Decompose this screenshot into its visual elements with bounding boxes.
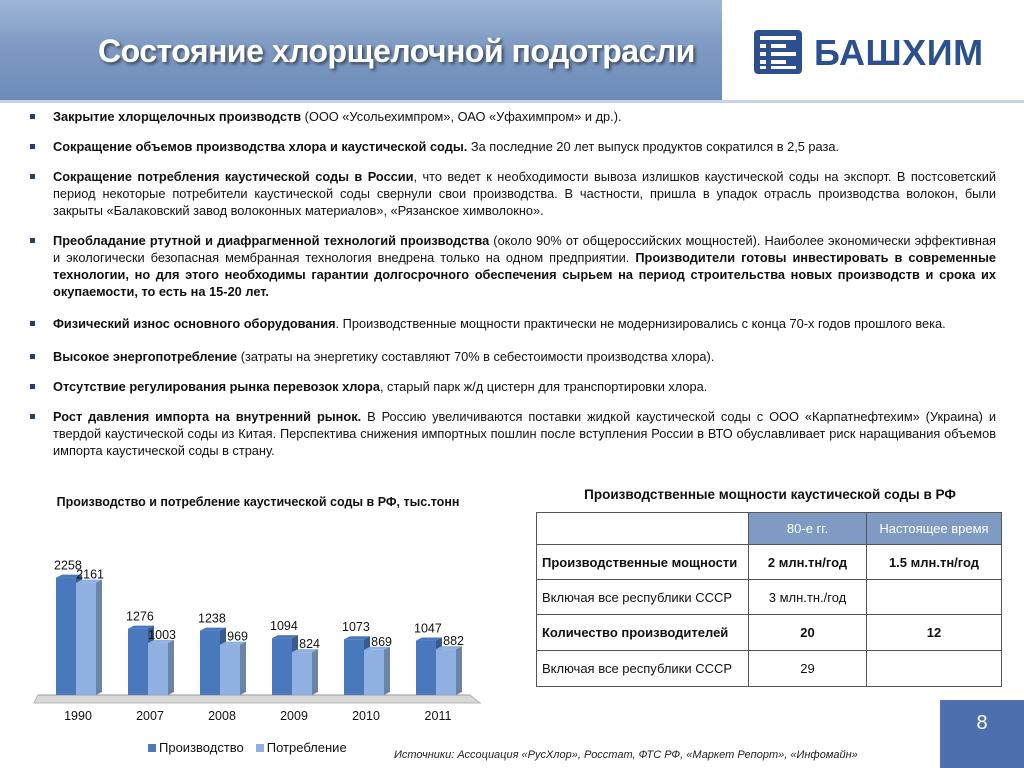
bashkhim-logo	[752, 26, 992, 78]
table-cell: 3 млн.тн./год	[749, 580, 867, 615]
x-tick-label: 2007	[136, 709, 164, 723]
x-tick-label: 2009	[280, 709, 308, 723]
data-label: 1073	[342, 620, 370, 635]
bar-side	[168, 640, 174, 695]
data-label: 2258	[54, 558, 82, 573]
legend-label: Производство	[159, 740, 244, 755]
legend-label: Потребление	[266, 740, 347, 755]
bar-consumption-2007	[148, 643, 168, 695]
data-label: 2161	[76, 567, 104, 582]
production-consumption-chart	[30, 540, 490, 735]
table-cell	[867, 651, 1002, 687]
bullet-text: (затраты на энергетику составляют 70% в себестоимости производства хлора).	[237, 349, 715, 364]
table-cell: Количество производителей	[537, 615, 749, 651]
table-header-cell: 80-е гг.	[749, 513, 867, 545]
data-label: 1003	[148, 627, 176, 642]
table-header-cell	[537, 513, 749, 545]
bullet-text: . Производственные мощности практически не модернизировались с конца 70-х годов прошлого века.	[335, 316, 946, 331]
table-cell: 12	[867, 615, 1002, 651]
bullet-marker	[30, 321, 35, 326]
table-cell: Включая все республики СССР	[537, 580, 749, 615]
bar-consumption-2009	[292, 652, 312, 695]
bar-production-2011	[416, 641, 436, 695]
sources-note: Источники: Ассоциация «РусХлор», Росстат, ФТС РФ, «Маркет Репорт», «Инфомайн»	[394, 749, 858, 761]
bullet-bold-text: Физический износ основного оборудования	[53, 316, 336, 331]
bullet-bold-text: Сокращение объемов производства хлора и каустической соды.	[53, 139, 468, 154]
page-number: 8	[976, 712, 988, 734]
data-label: 969	[227, 629, 248, 644]
bullet-text: В Россию увеличиваются поставки жидкой каустической соды с ООО «Карпатнефтехим» (Украина) и твердой каустической соды из Китая. Перспектива снижения импортных пошлин после вступления России в ВТО обуславливает риск наращивания объемов импорта каустической соды в страну.	[53, 409, 996, 458]
table-cell: 2 млн.тн/год	[749, 545, 867, 580]
bar-side	[240, 642, 246, 695]
data-label: 1094	[270, 619, 298, 634]
legend-item-consumption	[256, 740, 347, 755]
title-banner	[0, 0, 722, 100]
header-divider	[0, 100, 1024, 103]
bullet-list	[30, 108, 996, 459]
table-row	[537, 651, 1002, 687]
bullet-item	[30, 313, 996, 335]
bullet-marker	[30, 144, 35, 149]
bullet-bold-text: Рост давления импорта на внутренний рынок.	[53, 409, 362, 424]
bullet-marker	[30, 174, 35, 179]
legend-swatch	[148, 744, 156, 752]
table-cell: Включая все республики СССР	[537, 651, 749, 687]
data-label: 1276	[126, 609, 154, 624]
bullet-item	[30, 232, 996, 300]
capacity-table	[536, 512, 1002, 687]
bullet-bold-text: Высокое энергопотребление	[53, 349, 238, 364]
bullet-bold-text: Отсутствие регулирования рынка перевозок хлора	[53, 379, 380, 394]
data-label: 869	[371, 634, 392, 649]
bullet-bold-text: Производители готовы инвестировать в современные технологии, но для этого необходимы гарантии долгосрочного обеспечения сырьем на период строительства новых производств и срока их окупаемости, то есть на 15-20 лет.	[53, 250, 996, 299]
bar-consumption-2011	[436, 649, 456, 695]
legend-item-production	[148, 740, 244, 755]
bar-production-1990	[56, 578, 76, 695]
table-cell: Производственные мощности	[537, 545, 749, 580]
bar-side	[96, 580, 102, 695]
bar-production-2009	[272, 638, 292, 695]
table-title: Производственные мощности каустической соды в РФ	[584, 487, 956, 502]
page-number-box	[940, 700, 1024, 768]
x-tick-label: 2010	[352, 709, 380, 723]
bar-side	[312, 649, 318, 695]
bullet-marker	[30, 384, 35, 389]
table-cell: 20	[749, 615, 867, 651]
x-tick-label: 2008	[208, 709, 236, 723]
table-row	[537, 615, 1002, 651]
bullet-marker	[30, 114, 35, 119]
bullet-marker	[30, 354, 35, 359]
bullet-text: (около 90% от общероссийских мощностей). Наиболее экономически эффективная и экологически безопасная мембранная технология внедрена только на одном предприятии.	[53, 233, 996, 265]
bar-production-2010	[344, 639, 364, 695]
chart-title: Производство и потребление каустической соды в РФ, тыс.тонн	[56, 495, 460, 509]
data-label: 1047	[414, 621, 442, 636]
table-cell	[867, 580, 1002, 615]
table-cell: 1.5 млн.тн/год	[867, 545, 1002, 580]
bar-consumption-2008	[220, 645, 240, 695]
legend-swatch	[256, 744, 264, 752]
logo-text: БАШХИМ	[814, 32, 984, 73]
bar-consumption-1990	[76, 583, 96, 695]
table-row	[537, 545, 1002, 580]
table-header-row	[537, 513, 1002, 545]
data-label: 1238	[198, 611, 226, 626]
bullet-item	[30, 408, 996, 459]
bashkhim-logo-icon	[752, 26, 808, 78]
bullet-item	[30, 108, 996, 125]
chart-legend	[148, 740, 347, 755]
bar-production-2008	[200, 631, 220, 695]
bullet-bold-text: Закрытие хлорщелочных производств	[53, 109, 302, 124]
bullet-marker	[30, 414, 35, 419]
bar-production-2007	[128, 629, 148, 695]
bullet-item	[30, 168, 996, 219]
x-tick-label: 1990	[64, 709, 92, 723]
bullet-item	[30, 378, 996, 395]
bullet-text: (ООО «Усольехимпром», ОАО «Уфахимпром» и др.).	[301, 109, 622, 124]
bullet-text: За последние 20 лет выпуск продуктов сократился в 2,5 раза.	[467, 139, 840, 154]
bullet-text: , старый парк ж/д цистерн для транспортировки хлора.	[379, 379, 708, 394]
bar-side	[456, 646, 462, 695]
table-cell: 29	[749, 651, 867, 687]
chart-floor	[34, 695, 480, 703]
slide-title: Состояние хлорщелочной подотрасли	[98, 33, 695, 69]
bar-consumption-2010	[364, 650, 384, 695]
bullet-item	[30, 348, 996, 365]
bullet-marker	[30, 238, 35, 243]
bar-side	[384, 647, 390, 695]
data-label: 882	[443, 634, 464, 649]
data-label: 824	[299, 637, 320, 652]
bullet-bold-text: Преобладание ртутной и диафрагменной технологий производства	[53, 233, 490, 248]
bullet-bold-text: Сокращение потребления каустической соды в России	[53, 169, 414, 184]
bullet-text: , что ведет к необходимости вывоза излишков каустической соды на экспорт. В постсоветский период некоторые потребители каустической соды свернули свои производства. В частности, пришла в упадок отрасль производства волокон, были закрыты «Балаковский завод волоконных материалов», «Рязанское химволокно».	[53, 169, 996, 218]
table-header-cell: Настоящее время	[867, 513, 1002, 545]
bullet-item	[30, 138, 996, 155]
x-tick-label: 2011	[424, 709, 452, 723]
table-row	[537, 580, 1002, 615]
